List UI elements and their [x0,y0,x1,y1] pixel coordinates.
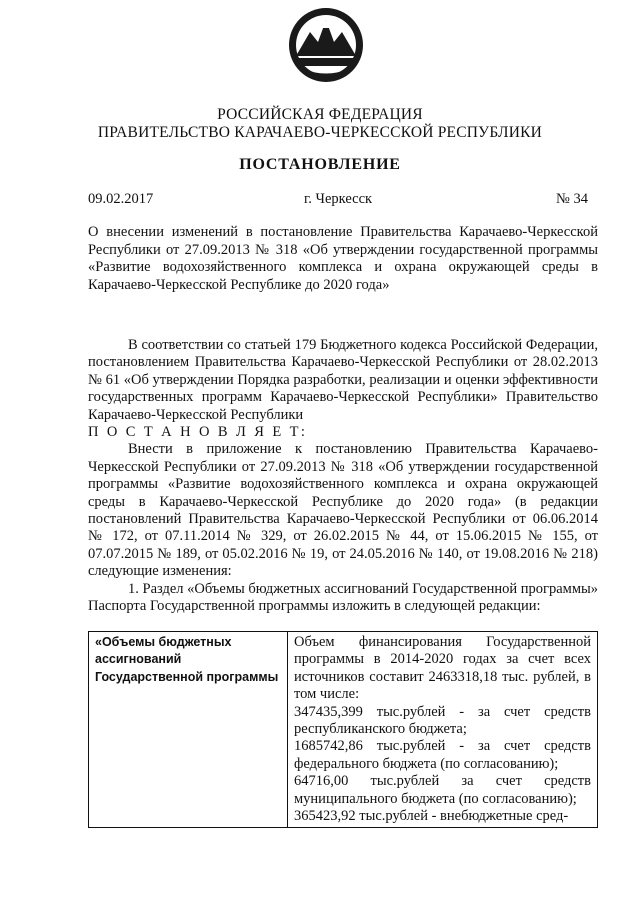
government-heading: ПРАВИТЕЛЬСТВО КАРАЧАЕВО-ЧЕРКЕССКОЙ РЕСПУБЛИКИ [97,124,543,141]
document-city: г. Черкесск [304,191,373,207]
federation-heading: РОССИЙСКАЯ ФЕДЕРАЦИЯ [217,106,423,123]
preamble-paragraph: В соответствии со статьей 179 Бюджетного кодекса Российской Федерации, постановлением Правительства Карачаево-Черкесской Республики от 28.02.2013 № 61 «Об утверждении Порядка разработки, реализации и оценки эффективности государственных программ Карачаево-Черкесской Республики» Правительство Карачаево-Черкесской Республики [88,337,598,423]
document-number: № 34 [556,191,588,207]
funding-line: 347435,399 тыс.рублей - за счет средств республиканского бюджета; [294,703,591,738]
amendment-paragraph: Внести в приложение к постановлению Правительства Карачаево-Черкесской Республики от 27.09.2013 № 318 «Об утверждении государственной программы «Развитие водохозяйственного комплекса и охрана окружающей среды в Карачаево-Черкесской Республике до 2020 года» (в редакции постановлений Правительства Карачаево-Черкесской Республики от 06.06.2014 № 172, от 07.11.2014 № 329, от 26.02.2015 № 44, от 15.06.2015 № 155, от 07.07.2015 № 189, от 05.02.2016 № 19, от 24.05.2016 № 140, от 19.08.2016 № 218) следующие изменения: [88,441,598,580]
decree-word: П О С Т А Н О В Л Я Е Т: [88,424,308,441]
funding-line: Объем финансирования Государственной программы в 2014-2020 годах за счет всех источников составит 2463318,18 тыс. рублей, в том числе: [294,634,591,703]
section-paragraph: 1. Раздел «Объемы бюджетных ассигнований Государственной программы» Паспорта Государственной программы изложить в следующей редакции: [88,580,598,615]
document-subject: О внесении изменений в постановление Правительства Карачаево-Черкесской Республики от 27.09.2013 № 318 «Об утверждении государственной программы «Развитие водохозяйственного комплекса и охрана окружающей среды в Карачаево-Черкесской Республике до 2020 года» [88,224,598,293]
document-type-title: ПОСТАНОВЛЕНИЕ [239,156,401,173]
table-cell-content [288,632,598,828]
coat-of-arms-icon [284,6,368,84]
funding-line: 64716,00 тыс.рублей за счет средств муниципального бюджета (по согласованию); [294,773,591,807]
funding-line: 1685742,86 тыс.рублей - за счет средств федерального бюджета (по согласованию); [294,738,591,772]
document-body [88,337,598,616]
table-row [89,632,598,828]
document-date: 09.02.2017 [88,191,154,207]
budget-table [88,631,598,828]
funding-line: 365423,92 тыс.рублей - внебюджетные сред- [294,808,569,825]
table-cell-label: «Объемы бюджетных ассигнований Государственной программы [89,632,288,828]
